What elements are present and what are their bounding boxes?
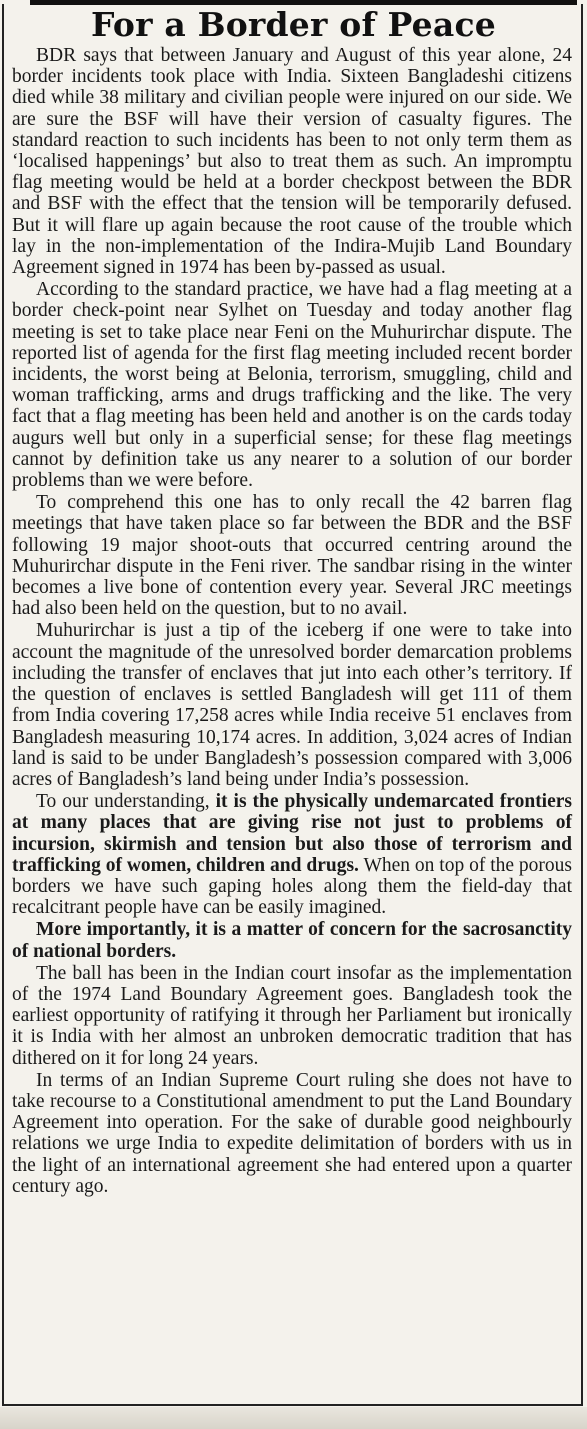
text-run: The ball has been in the Indian court insofar as the implementation of the 1974 Land Boundary Agreement goes. Bangladesh took the earliest opportunity of ratifying it through her Parliament but ironically it is India with her almost an unbroken democratic tradition that has dithered on it for long 24 years. (12, 962, 572, 1069)
text-run: To comprehend this one has to only recall the 42 barren flag meetings that have taken place so far between the BDR and the BSF following 19 major shoot-outs that occurred centring around the Muhurirchar dispute in the Feni river. The sandbar rising in the winter becomes a live bone of contention every year. Several JRC meetings had also been held on the question, but to no avail. (12, 492, 572, 620)
bold-text-run: More importantly, it is a matter of concern for the sacrosanctity of national borders. (12, 919, 572, 962)
bold-text-run: it is the physically undemarcated frontiers at many places that are giving rise not just to problems of incursion, skirmish and tension but also those of terrorism and trafficking of women, children and drugs. (12, 791, 573, 876)
bottom-scan-strip (0, 1407, 587, 1429)
right-border-rule (581, 4, 583, 1406)
article-paragraph-7 (12, 963, 572, 1069)
bottom-border-rule (2, 1404, 583, 1406)
article-body (12, 45, 572, 1198)
article-paragraph-2 (12, 279, 572, 491)
article-paragraph-4 (12, 620, 572, 790)
text-run: According to the standard practice, we have had a flag meeting at a border check-point near Sylhet on Tuesday and today another flag meeting is set to take place near Feni on the Muhurirchar dispute. The reported list of agenda for the first flag meeting included recent border incidents, the worst being at Belonia, terrorism, smuggling, child and woman trafficking, arms and drugs trafficking and the like. The very fact that a flag meeting has been held and another is on the cards today augurs well but only in a superficial sense; for these flag meetings cannot by definition take us any nearer to a solution of our border problems than we were before. (12, 279, 572, 492)
headline: For a Border of Peace (91, 5, 496, 44)
left-border-rule (2, 4, 4, 1406)
text-run: When on top of the porous borders we have such gaping holes along them the field-day that recalcitrant people have can be easily imagined. (12, 854, 572, 919)
article-paragraph-1 (12, 45, 572, 278)
text-run: To our understanding, (36, 791, 216, 813)
article-paragraph-6 (12, 919, 572, 961)
text-run: BDR says that between January and August of this year alone, 24 border incidents took place with India. Sixteen Bangladeshi citizens died while 38 military and civilian people were injured on our side. We are sure the BSF will have their version of casualty figures. The standard reaction to such incidents has been to not only term them as ‘localised happenings’ but also to treat them as such. An impromptu flag meeting would be held at a border checkpost between the BDR and BSF with the effect that the tension will be temporarily defused. But it will flare up again because the root cause of the trouble which lay in the non-implementation of the Indira-Mujib Land Boundary Agreement signed in 1974 has been by-passed as usual. (12, 45, 572, 279)
article-paragraph-8 (12, 1070, 572, 1197)
article-paragraph-5 (12, 791, 572, 918)
text-run: Muhurirchar is just a tip of the iceberg if one were to take into account the magnitude of the unresolved border demarcation problems including the transfer of enclaves that jut into each other’s territory. If the question of enclaves is settled Bangladesh will get 111 of them from India covering 17,258 acres while India receive 51 enclaves from Bangladesh measuring 10,174 acres. In addition, 3,024 acres of Indian land is said to be under Bangladesh’s possession compared with 3,006 acres of Bangladesh’s land being under India’s possession. (12, 620, 572, 790)
article-paragraph-3 (12, 492, 572, 619)
text-run: In terms of an Indian Supreme Court ruling she does not have to take recourse to a Constitutional amendment to put the Land Boundary Agreement into operation. For the sake of durable good neighbourly relations we urge India to expedite delimitation of borders with us in the light of an international agreement she had entered upon a quarter century ago. (12, 1069, 572, 1197)
